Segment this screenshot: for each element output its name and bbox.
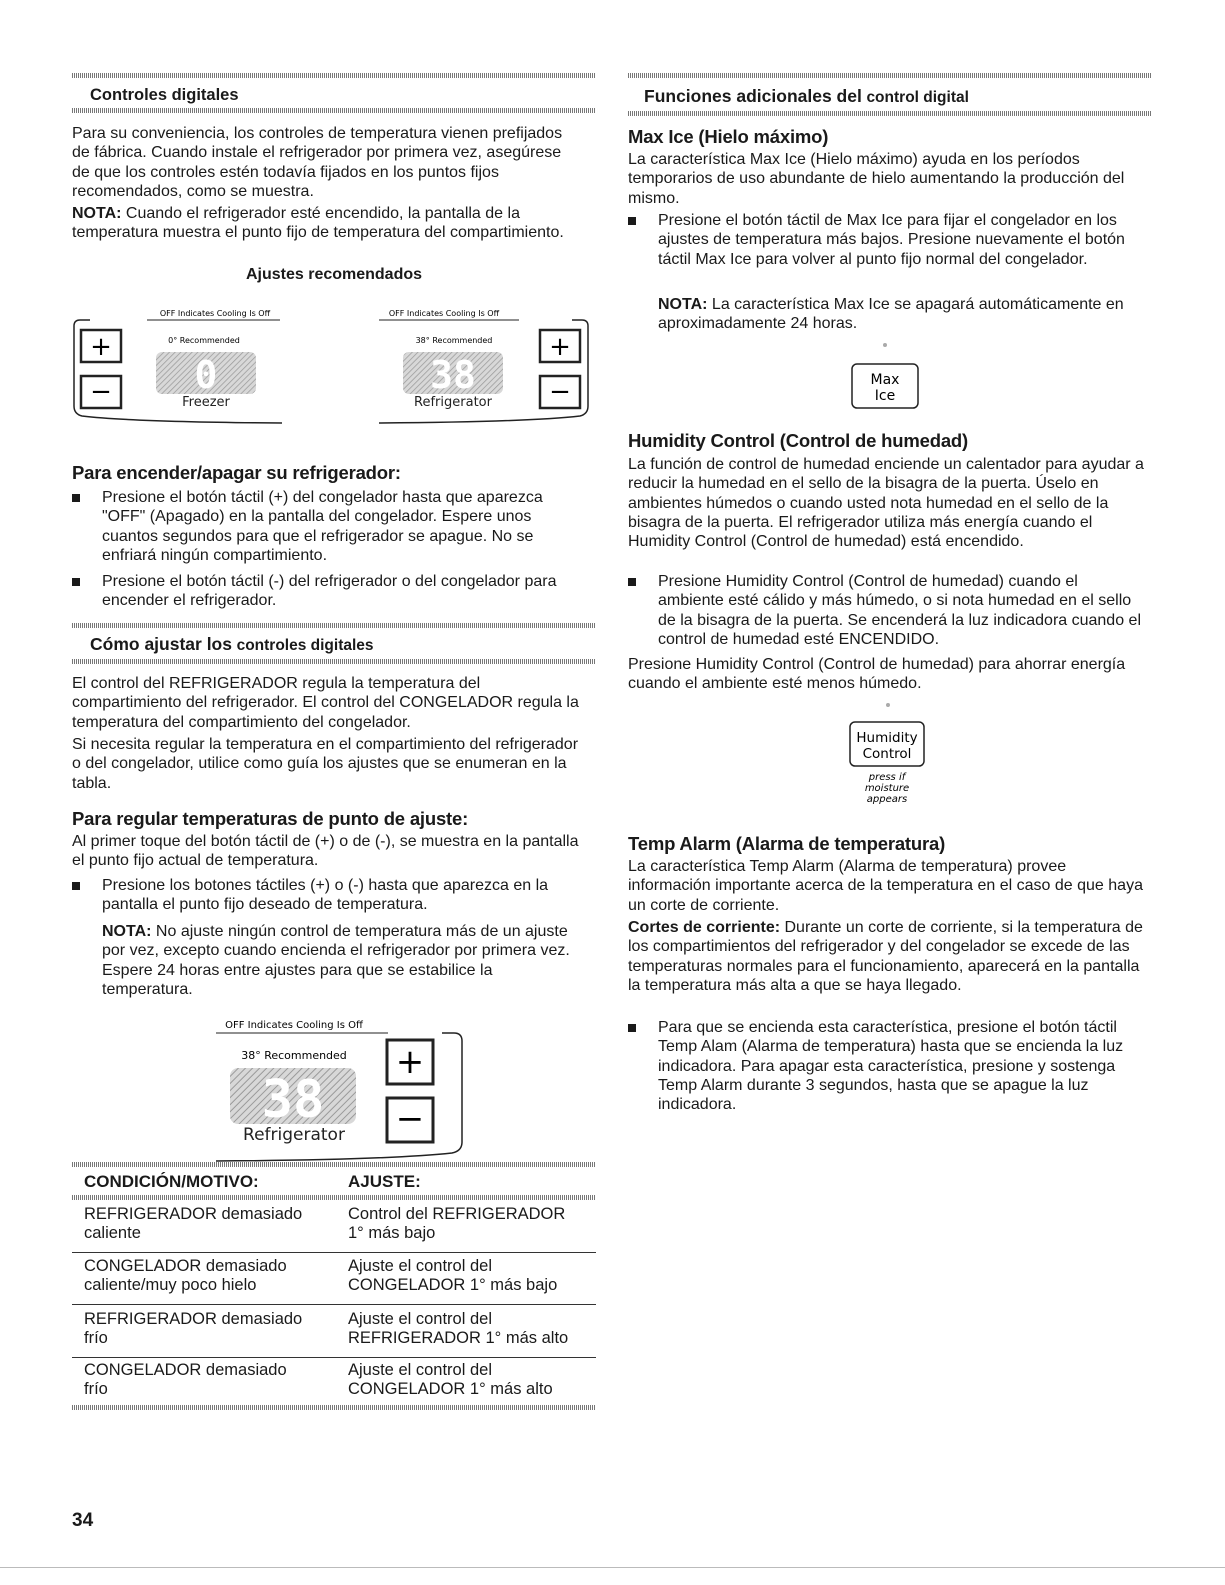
- freezer-display-value: 0: [194, 353, 218, 397]
- adjust-paragraph-1: El control del REFRIGERADOR regula la temperatura del compartimiento del refrigerador. El control del CONGELADOR regula la temperatura del compartimiento del congelador.: [72, 675, 579, 731]
- svg-text:+: +: [90, 332, 112, 362]
- indicator-light-icon: [886, 703, 890, 707]
- svg-text:Ice: Ice: [874, 388, 896, 404]
- bullet-icon: [628, 217, 636, 225]
- bullet-icon: [72, 882, 80, 890]
- note-text: Cuando el refrigerador esté encendido, la pantalla de la temperatura muestra el punto fijo de temperatura del compartimiento.: [72, 205, 564, 242]
- settings-table: CONDICIÓN/MOTIVO: AJUSTE: REFRIGERADOR demasiado caliente Control del REFRIGERADOR 1° más bajo CONGELADOR demasiado caliente/muy poco hielo Ajuste el control del CONGELADOR 1° más bajo REFRIGERADOR demasiado frío Ajuste el control del REFRIGERADOR 1° más alto CONGELADOR demasiado frío Ajuste el control del CONGELADOR 1° más alto: [72, 1162, 596, 1412]
- section-rule: [628, 111, 1152, 116]
- refrigerator-label: Refrigerator: [414, 395, 492, 410]
- list-item: Presione Humidity Control (Control de humedad) cuando el ambiente esté cálido y más húmedo, o si nota humedad en el sello de la bisagra de la puerta. Se encenderá la luz indicadora cuando el control de humedad esté ENCENDIDO.: [628, 572, 1150, 652]
- note-label: NOTA:: [72, 205, 122, 222]
- bullet-icon: [628, 578, 636, 586]
- max-ice-button-illustration: [848, 340, 928, 414]
- bullet-icon: [72, 578, 80, 586]
- section-heading-digital-controls: Controles digitales: [90, 86, 239, 104]
- section-rule: [72, 659, 596, 664]
- refrigerator-setpoint-panel: [216, 1012, 478, 1168]
- freezer-control-panel: [72, 302, 287, 426]
- heading-setpoint: Para regular temperaturas de punto de ajuste:: [72, 808, 469, 829]
- humidity-caption: press if: [868, 772, 906, 783]
- page-number: 34: [72, 1510, 94, 1531]
- page-border: [0, 1567, 1225, 1568]
- recommended-label: 38° Recommended: [241, 1049, 347, 1062]
- refrigerator-control-panel: [377, 302, 592, 426]
- svg-text:−: −: [549, 377, 571, 407]
- section-rule: [72, 623, 596, 628]
- svg-text:+: +: [395, 1042, 425, 1082]
- setpoint-note: NOTA: No ajuste ningún control de temperatura más de un ajuste por vez, excepto cuando encienda el refrigerador por primera vez. Espere 24 horas entre ajustes para que se estabilice la temperatura.: [102, 923, 570, 998]
- svg-text:−: −: [90, 377, 112, 407]
- max-ice-note: NOTA: La característica Max Ice se apagará automáticamente en aproximadamente 24 horas.: [658, 296, 1124, 333]
- recommended-settings-title: Ajustes recomendados: [245, 266, 423, 283]
- list-item: Presione el botón táctil (-) del refrigerador o del congelador para encender el refrigerador.: [72, 572, 592, 612]
- recommended-label: 0° Recommended: [168, 336, 240, 345]
- list-item: Para que se encienda esta característica, presione el botón táctil Temp Alam (Alarma de temperatura) hasta que se encienda la luz indicadora. Para apagar esta característica, presione y sostenga Temp Alarm durante 3 segundos, hasta que se apague la luz indicadora.: [628, 1018, 1150, 1098]
- svg-text:Max: Max: [870, 372, 900, 388]
- humidity-paragraph-2: Presione Humidity Control (Control de humedad) para ahorrar energía cuando el ambiente esté menos húmedo.: [628, 656, 1126, 693]
- heading-temp-alarm: Temp Alarm (Alarma de temperatura): [628, 833, 946, 854]
- intro-paragraph: Para su conveniencia, los controles de temperatura vienen prefijados de fábrica. Cuando instale el refrigerador por primera vez, asegúrese de que los controles estén todavía fijados en los puntos fijos recomendados, como se muestra.: [72, 125, 563, 200]
- section-rule: [72, 108, 596, 113]
- svg-text:+: +: [549, 332, 571, 362]
- heading-power: Para encender/apagar su refrigerador:: [72, 462, 401, 483]
- off-indicator-text: OFF Indicates Cooling Is Off: [225, 1020, 363, 1031]
- section-rule: [628, 73, 1152, 78]
- humidity-paragraph: La función de control de humedad enciende un calentador para ayudar a reducir la humedad en el sello de la bisagra de la puerta. Úselo en ambientes húmedos o cuando usted nota humedad en el sello de la bisagra de la puerta. El refrigerador utiliza más energía cuando el Humidity Control (Control de humedad) está encendido.: [628, 456, 1144, 551]
- svg-text:−: −: [395, 1099, 425, 1139]
- off-indicator-text: OFF Indicates Cooling Is Off: [388, 309, 500, 318]
- indicator-light-icon: [883, 343, 887, 347]
- humidity-control-button-illustration: [848, 700, 934, 810]
- heading-max-ice: Max Ice (Hielo máximo): [628, 126, 829, 147]
- table-header-condition: CONDICIÓN/MOTIVO:: [84, 1172, 259, 1191]
- adjust-paragraph-2: Si necesita regular la temperatura en el compartimiento del refrigerador o del congelador, utilice como guía los ajustes que se enumeran en la tabla.: [72, 736, 579, 792]
- temp-alarm-paragraph: La característica Temp Alarm (Alarma de temperatura) provee información importante acerca de la temperatura en el caso de que haya un corte de corriente.: [628, 858, 1143, 914]
- heading-humidity-control: Humidity Control (Control de humedad): [628, 430, 968, 451]
- power-outage-paragraph: Cortes de corriente: Durante un corte de corriente, si la temperatura de los compartimientos del refrigerador y del congelador se excede de las temperaturas normales para el funcionamiento, aparecerá en la pantalla la temperatura más alta a que se haya llegado.: [628, 919, 1143, 994]
- recommended-label: 38° Recommended: [415, 336, 493, 345]
- bullet-icon: [72, 494, 80, 502]
- svg-text:Control: Control: [862, 746, 912, 762]
- note-paragraph: [72, 204, 582, 243]
- svg-text:appears: appears: [866, 794, 908, 805]
- max-ice-paragraph: La característica Max Ice (Hielo máximo) ayuda en los períodos temporarios de uso abundante de hielo aumentando la producción del mismo.: [628, 151, 1125, 207]
- refrigerator-label: Refrigerator: [243, 1125, 345, 1145]
- refrigerator-display-value: 38: [430, 353, 476, 397]
- svg-text:moisture: moisture: [864, 783, 910, 794]
- list-item: Presione el botón táctil (+) del congelador hasta que aparezca "OFF" (Apagado) en la pantalla del congelador. Espere unos cuantos segundos para que el refrigerador se apague. No se enfriará ningún compartimiento.: [72, 488, 592, 568]
- section-heading-adjust: Cómo ajustar los controles digitales: [90, 634, 374, 654]
- table-header-setting: AJUSTE:: [348, 1172, 421, 1191]
- svg-text:Humidity: Humidity: [856, 730, 918, 746]
- off-indicator-text: OFF Indicates Cooling Is Off: [159, 309, 271, 318]
- refrigerator-display-value: 38: [261, 1070, 325, 1130]
- section-heading-features: Funciones adicionales del control digital: [644, 86, 969, 106]
- bullet-icon: [628, 1024, 636, 1032]
- list-item: Presione el botón táctil de Max Ice para fijar el congelador en los ajustes de temperatura más bajos. Presione nuevamente el botón táctil Max Ice para volver al punto fijo normal del congelador.: [628, 211, 1150, 291]
- list-item: Presione los botones táctiles (+) o (-) hasta que aparezca en la pantalla el punto fijo deseado de temperatura.: [72, 876, 592, 916]
- setpoint-paragraph: Al primer toque del botón táctil de (+) o de (-), se muestra en la pantalla el punto fijo actual de temperatura.: [72, 833, 579, 870]
- section-rule: [72, 73, 596, 78]
- freezer-label: Freezer: [182, 395, 230, 410]
